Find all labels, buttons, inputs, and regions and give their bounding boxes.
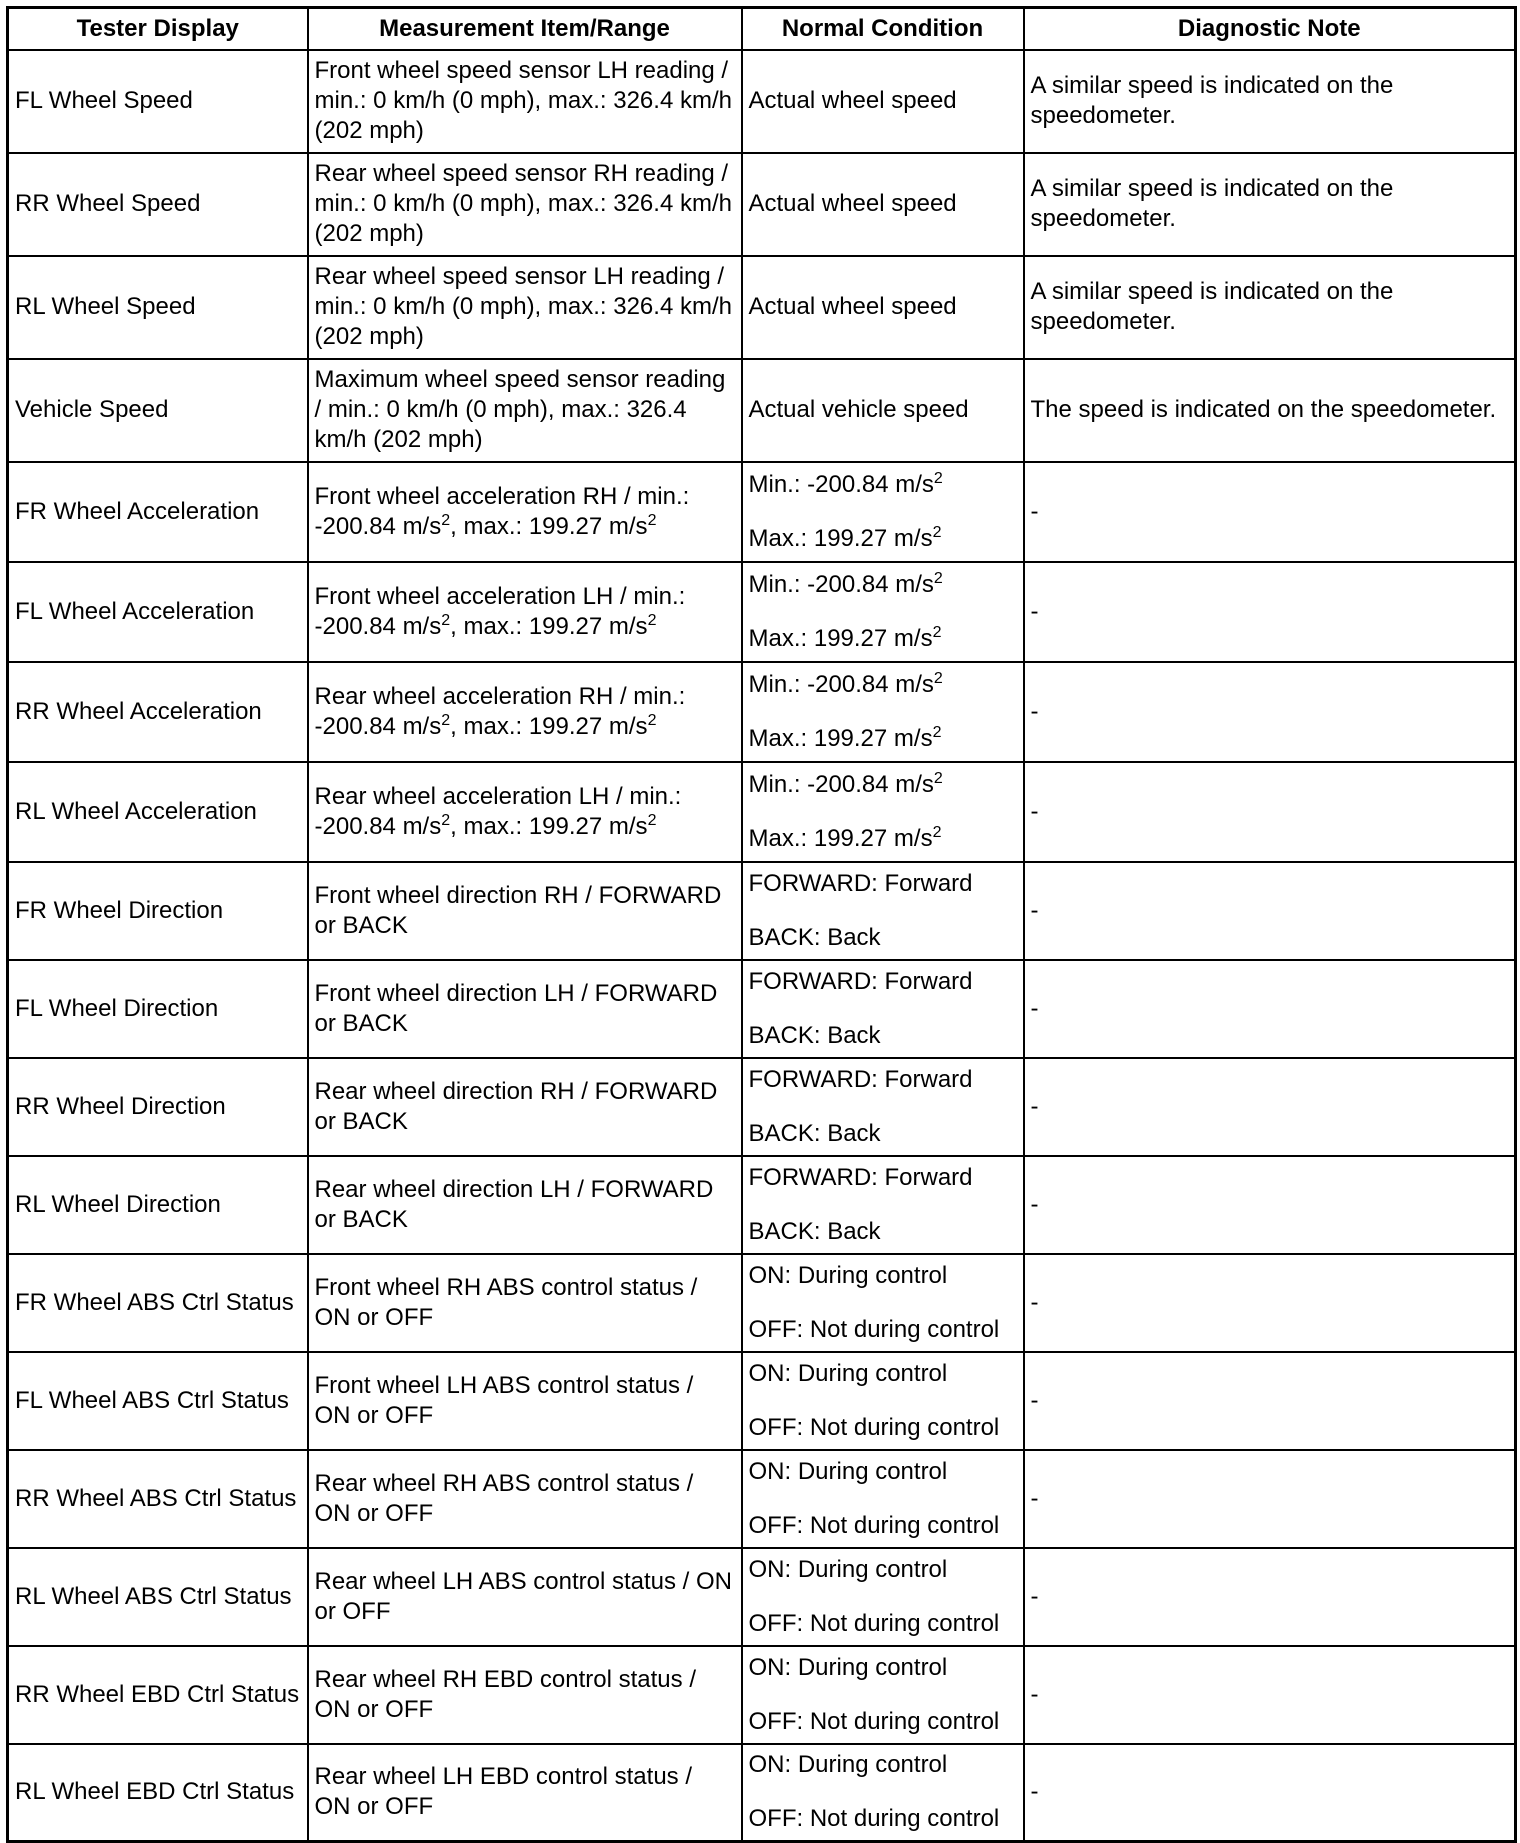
normal-condition-cell [742,662,1024,762]
diagnostic-note-cell: - [1024,862,1516,960]
normal-condition-cell [742,462,1024,562]
normal-condition-line: ON: During control [748,1261,948,1289]
header-tester-display: Tester Display [8,8,308,50]
normal-condition-cell [742,359,1024,462]
tester-display-cell: FL Wheel Acceleration [8,562,308,662]
normal-condition-line: FORWARD: Forward [748,869,973,897]
normal-condition-cell [742,1058,1024,1156]
table-row [8,462,1516,562]
normal-condition-line: OFF: Not during control [748,1609,1000,1637]
tester-display-cell: FR Wheel ABS Ctrl Status [8,1254,308,1352]
normal-condition-line: Max.: 199.27 $m/s^2$ [748,723,942,752]
normal-condition-line: BACK: Back [748,923,881,951]
measurement-cell: Front wheel speed sensor LH reading / min.: 0 km/h (0 mph), max.: 326.4 km/h (202 mph) [308,50,742,153]
exponent: 2 [441,711,451,729]
measurement-cell: Front wheel direction LH / FORWARD or BACK [308,960,742,1058]
normal-condition-line: ON: During control [748,1457,948,1485]
normal-condition-line: ON: During control [748,1751,948,1779]
tester-display-cell: RL Wheel Direction [8,1156,308,1254]
normal-condition-cell [742,50,1024,153]
tester-display-cell: FL Wheel ABS Ctrl Status [8,1352,308,1450]
diagnostic-note-cell: - [1024,1156,1516,1254]
measurement-cell: Maximum wheel speed sensor reading / min.: 0 km/h (0 mph), max.: 326.4 km/h (202 mph) [308,359,742,462]
measurement-cell: Front wheel LH ABS control status / ON or OFF [308,1352,742,1450]
normal-condition-cell [742,1254,1024,1352]
normal-condition-line: Min.: -200.84 $m/s^2$ [748,669,943,698]
measurement-cell: Rear wheel acceleration LH / min.: -200.84 $m/s^2$, max.: 199.27 $m/s^2$ [308,762,742,862]
measurement-cell: Front wheel RH ABS control status / ON or OFF [308,1254,742,1352]
exponent: 2 [932,723,942,741]
normal-condition-line: Actual wheel speed [748,190,957,217]
normal-condition-line: OFF: Not during control [748,1707,1000,1735]
normal-condition-cell [742,1450,1024,1548]
normal-condition-cell [742,862,1024,960]
normal-condition-line: Actual wheel speed [748,293,957,320]
normal-condition-line: Min.: -200.84 $m/s^2$ [748,469,943,498]
diagnostic-note-cell: A similar speed is indicated on the speedometer. [1024,256,1516,359]
measurement-cell: Rear wheel direction LH / FORWARD or BACK [308,1156,742,1254]
table-row [8,862,1516,960]
table-row [8,153,1516,256]
normal-condition-line: Actual wheel speed [748,87,957,114]
diagnostic-note-cell: The speed is indicated on the speedometer. [1024,359,1516,462]
normal-condition-line: Max.: 199.27 $m/s^2$ [748,823,942,852]
exponent: 2 [647,811,657,829]
tester-display-cell: RL Wheel EBD Ctrl Status [8,1744,308,1842]
tester-display-cell: RL Wheel ABS Ctrl Status [8,1548,308,1646]
diagnostic-note-cell: - [1024,762,1516,862]
tester-display-cell: RR Wheel Acceleration [8,662,308,762]
measurement-cell: Rear wheel speed sensor LH reading / min.: 0 km/h (0 mph), max.: 326.4 km/h (202 mph) [308,256,742,359]
table-row [8,762,1516,862]
normal-condition-cell [742,562,1024,662]
tester-display-cell: Vehicle Speed [8,359,308,462]
exponent: 2 [647,611,657,629]
normal-condition-line: Max.: 199.27 $m/s^2$ [748,523,942,552]
table-row [8,1646,1516,1744]
tester-display-cell: RR Wheel EBD Ctrl Status [8,1646,308,1744]
tester-display-cell: FL Wheel Speed [8,50,308,153]
table-row [8,1156,1516,1254]
normal-condition-line: ON: During control [748,1359,948,1387]
normal-condition-line: FORWARD: Forward [748,967,973,995]
measurement-cell: Front wheel acceleration LH / min.: -200.84 $m/s^2$, max.: 199.27 $m/s^2$ [308,562,742,662]
normal-condition-line: OFF: Not during control [748,1413,1000,1441]
table-row [8,256,1516,359]
measurement-cell: Front wheel direction RH / FORWARD or BACK [308,862,742,960]
diagnostic-note-cell: - [1024,1450,1516,1548]
normal-condition-line: BACK: Back [748,1021,881,1049]
normal-condition-line: Actual vehicle speed [748,396,969,423]
exponent: 2 [441,811,451,829]
normal-condition-line: ON: During control [748,1653,948,1681]
tester-display-cell: RR Wheel Direction [8,1058,308,1156]
normal-condition-cell [742,960,1024,1058]
measurement-cell: Rear wheel RH EBD control status / ON or OFF [308,1646,742,1744]
exponent: 2 [932,823,942,841]
tester-display-cell: RL Wheel Speed [8,256,308,359]
exponent: 2 [933,569,943,587]
normal-condition-line: BACK: Back [748,1217,881,1245]
table-body [8,50,1516,1842]
exponent: 2 [932,623,942,641]
diagnostic-note-cell: - [1024,562,1516,662]
diagnostic-note-cell: A similar speed is indicated on the speedometer. [1024,153,1516,256]
exponent: 2 [932,523,942,541]
normal-condition-line: OFF: Not during control [748,1315,1000,1343]
exponent: 2 [647,711,657,729]
diagnostic-note-cell: A similar speed is indicated on the speedometer. [1024,50,1516,153]
diagnostic-note-cell: - [1024,1352,1516,1450]
table-header-row [8,8,1516,50]
normal-condition-line: OFF: Not during control [748,1805,1000,1833]
tester-display-cell: FL Wheel Direction [8,960,308,1058]
normal-condition-line: ON: During control [748,1555,948,1583]
normal-condition-line: OFF: Not during control [748,1511,1000,1539]
header-normal-condition: Normal Condition [742,8,1024,50]
measurement-cell: Front wheel acceleration RH / min.: -200.84 $m/s^2$, max.: 199.27 $m/s^2$ [308,462,742,562]
normal-condition-line: Min.: -200.84 $m/s^2$ [748,769,943,798]
normal-condition-cell [742,1646,1024,1744]
diagnostic-note-cell: - [1024,1058,1516,1156]
tester-display-cell: RR Wheel Speed [8,153,308,256]
normal-condition-cell [742,1744,1024,1842]
normal-condition-line: Max.: 199.27 $m/s^2$ [748,623,942,652]
tester-display-cell: RR Wheel ABS Ctrl Status [8,1450,308,1548]
diagnostic-note-cell: - [1024,1744,1516,1842]
table-row [8,1548,1516,1646]
table-row [8,359,1516,462]
exponent: 2 [441,611,451,629]
measurement-cell: Rear wheel LH EBD control status / ON or OFF [308,1744,742,1842]
exponent: 2 [933,469,943,487]
normal-condition-line: FORWARD: Forward [748,1163,973,1191]
table-row [8,1058,1516,1156]
table-row [8,1744,1516,1842]
normal-condition-cell [742,1352,1024,1450]
table-row [8,960,1516,1058]
normal-condition-cell [742,256,1024,359]
table-row [8,562,1516,662]
table-row [8,1450,1516,1548]
normal-condition-cell [742,1548,1024,1646]
data-list-document [6,6,1514,1834]
data-list-table [6,6,1517,1843]
measurement-cell: Rear wheel LH ABS control status / ON or OFF [308,1548,742,1646]
measurement-cell: Rear wheel RH ABS control status / ON or OFF [308,1450,742,1548]
diagnostic-note-cell: - [1024,462,1516,562]
diagnostic-note-cell: - [1024,662,1516,762]
diagnostic-note-cell: - [1024,960,1516,1058]
header-measurement-item: Measurement Item/Range [308,8,742,50]
diagnostic-note-cell: - [1024,1646,1516,1744]
normal-condition-cell [742,762,1024,862]
normal-condition-cell [742,153,1024,256]
table-row [8,1352,1516,1450]
tester-display-cell: RL Wheel Acceleration [8,762,308,862]
diagnostic-note-cell: - [1024,1254,1516,1352]
exponent: 2 [933,669,943,687]
normal-condition-line: BACK: Back [748,1119,881,1147]
header-diagnostic-note: Diagnostic Note [1024,8,1516,50]
diagnostic-note-cell: - [1024,1548,1516,1646]
exponent: 2 [441,511,451,529]
normal-condition-line: Min.: -200.84 $m/s^2$ [748,569,943,598]
tester-display-cell: FR Wheel Acceleration [8,462,308,562]
table-row [8,1254,1516,1352]
measurement-cell: Rear wheel speed sensor RH reading / min.: 0 km/h (0 mph), max.: 326.4 km/h (202 mph) [308,153,742,256]
measurement-cell: Rear wheel direction RH / FORWARD or BACK [308,1058,742,1156]
measurement-cell: Rear wheel acceleration RH / min.: -200.84 $m/s^2$, max.: 199.27 $m/s^2$ [308,662,742,762]
table-row [8,50,1516,153]
normal-condition-line: FORWARD: Forward [748,1065,973,1093]
exponent: 2 [933,769,943,787]
normal-condition-cell [742,1156,1024,1254]
table-row [8,662,1516,762]
tester-display-cell: FR Wheel Direction [8,862,308,960]
exponent: 2 [647,511,657,529]
